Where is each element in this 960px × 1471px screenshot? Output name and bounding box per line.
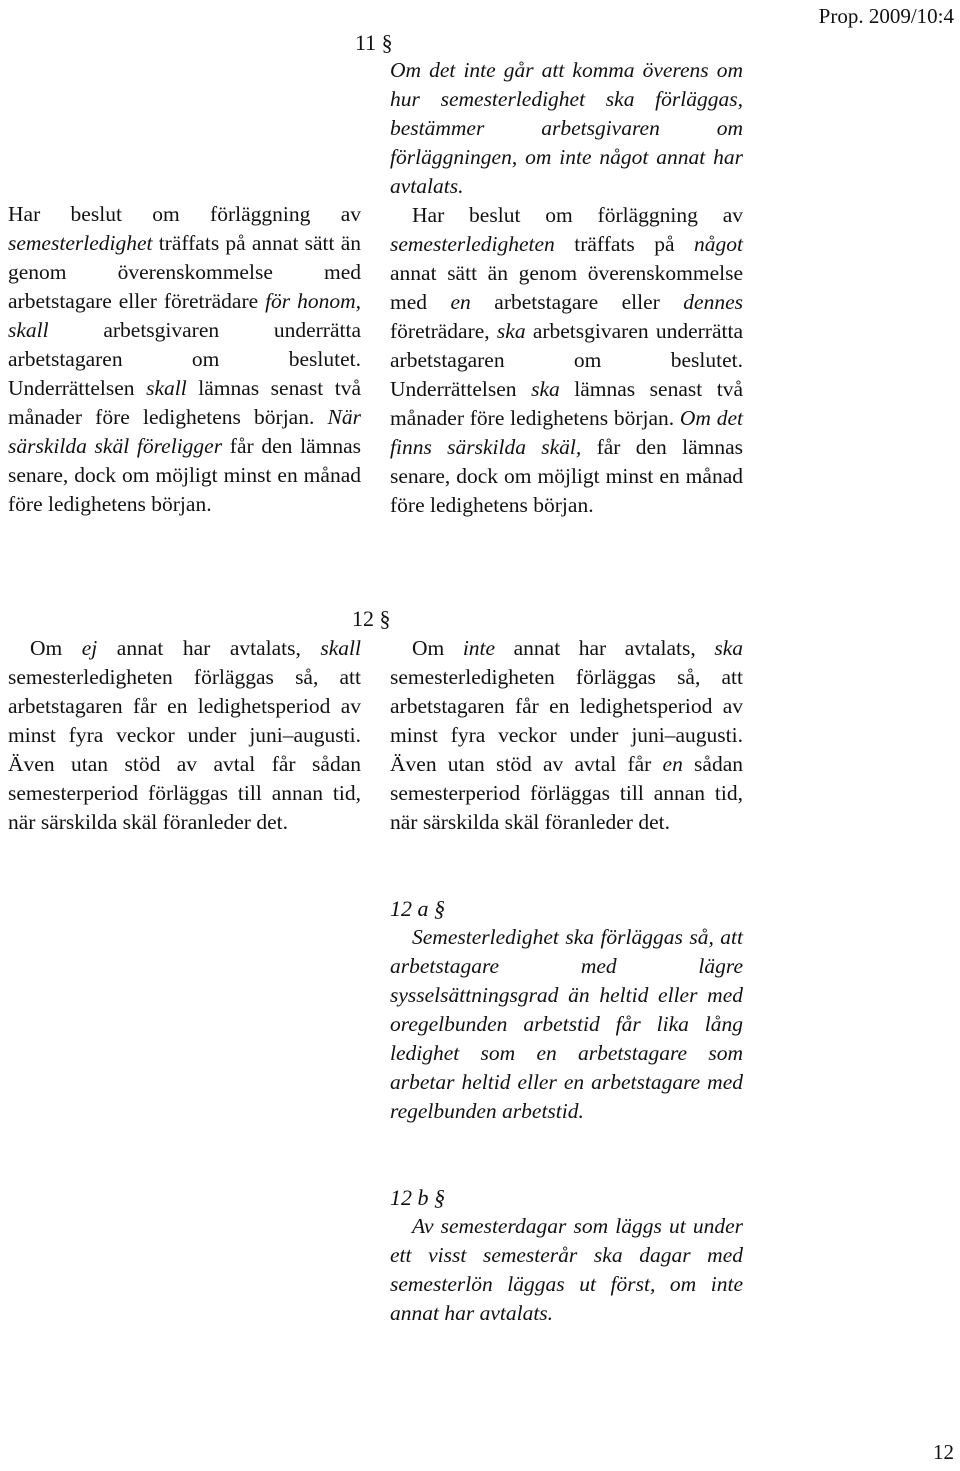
text-run: Om: [30, 636, 82, 660]
section-heading-11: 11 §: [355, 30, 393, 55]
text-run: sådan semesterperiod förläggas till annan tid, när särskilda skäl föranleder det.: [390, 752, 743, 834]
section-12-current-text: [8, 634, 361, 837]
text-run: träffats på annat sätt än genom överenskommelse med arbetstagare eller företrädare: [8, 231, 361, 313]
emphasized-text: ska: [531, 377, 560, 401]
text-run: semesterledigheten förläggas så, att arbetstagaren får en ledighetsperiod av minst fyra veckor under juni–augusti. Även utan stöd av avtal får: [390, 665, 743, 776]
proposition-number: Prop. 2009/10:4: [818, 4, 954, 28]
emphasized-text: dennes: [683, 290, 743, 314]
emphasized-text: När särskilda skäl föreligger: [8, 405, 361, 458]
section-12b-proposed-text: [390, 1212, 743, 1328]
text-run: Har beslut om förläggning av: [8, 202, 361, 226]
section-11-proposed-text: [390, 56, 743, 520]
text-run: lämnas senast två månader före ledighetens början.: [390, 377, 743, 430]
text-run: semesterledigheten förläggas så, att arbetstagaren får en ledighetsperiod av minst fyra veckor under juni–augusti. Även utan stöd av avtal får sådan semesterperiod förläggas till annan tid, när särskilda skäl föranleder det.: [8, 665, 361, 834]
emphasized-text: Om det finns särskilda skäl,: [390, 406, 743, 459]
text-run: annat har avtalats,: [97, 636, 321, 660]
text-run: annat sätt än genom överenskommelse med: [390, 261, 743, 314]
text-run: Har beslut om förläggning av: [412, 203, 743, 227]
section-12-proposed-text: [390, 634, 743, 837]
text-run: får den lämnas senare, dock om möjligt minst en månad före ledighetens början.: [390, 435, 743, 517]
emphasized-text: ej: [81, 636, 98, 660]
section-12a-proposed-text: [390, 923, 743, 1126]
emphasized-text: semesterledighet: [8, 231, 153, 255]
text-run: träffats på: [554, 232, 695, 256]
text-run: Om: [412, 636, 463, 660]
section-heading-12b: 12 b §: [390, 1185, 445, 1210]
emphasized-text: något: [694, 232, 743, 256]
emphasized-text: semesterledigheten: [390, 232, 555, 256]
emphasized-text: Semesterledighet ska förläggas så, att arbetstagare med lägre sysselsättningsgrad än heltid eller med oregelbunden arbetstid får lika lång ledighet som en arbetstagare som arbetar heltid eller en arbetstagare med regelbunden arbetstid.: [390, 925, 743, 1123]
emphasized-text: en: [450, 290, 471, 314]
emphasized-text: skall: [146, 376, 187, 400]
section-11-current-text: [8, 200, 361, 519]
text-run: arbetsgivaren underrätta arbetstagaren om beslutet. Underrättelsen: [8, 318, 361, 400]
emphasized-text: ska: [714, 636, 743, 660]
page-number: 12: [933, 1440, 954, 1464]
section-heading-12a: 12 a §: [390, 896, 445, 921]
emphasized-text: Om det inte går att komma överens om hur semesterledighet ska förläggas, bestämmer arbetsgivaren om förläggningen, om inte något annat har avtalats.: [390, 58, 743, 198]
text-run: arbetstagare eller: [470, 290, 684, 314]
emphasized-text: en: [662, 752, 683, 776]
text-run: lämnas senast två månader före ledighetens början.: [8, 376, 361, 429]
emphasized-text: för honom, skall: [8, 289, 361, 342]
text-run: annat har avtalats,: [495, 636, 715, 660]
text-run: företrädare,: [390, 319, 497, 343]
text-run: får den lämnas senare, dock om möjligt minst en månad före ledighetens början.: [8, 434, 361, 516]
emphasized-text: skall: [320, 636, 361, 660]
emphasized-text: inte: [462, 636, 496, 660]
text-run: arbetsgivaren underrätta arbetstagaren om beslutet. Underrättelsen: [390, 319, 743, 401]
emphasized-text: ska: [496, 319, 526, 343]
section-heading-12: 12 §: [352, 606, 391, 631]
emphasized-text: Av semesterdagar som läggs ut under ett visst semesterår ska dagar med semesterlön läggas ut först, om inte annat har avtalats.: [390, 1214, 743, 1325]
